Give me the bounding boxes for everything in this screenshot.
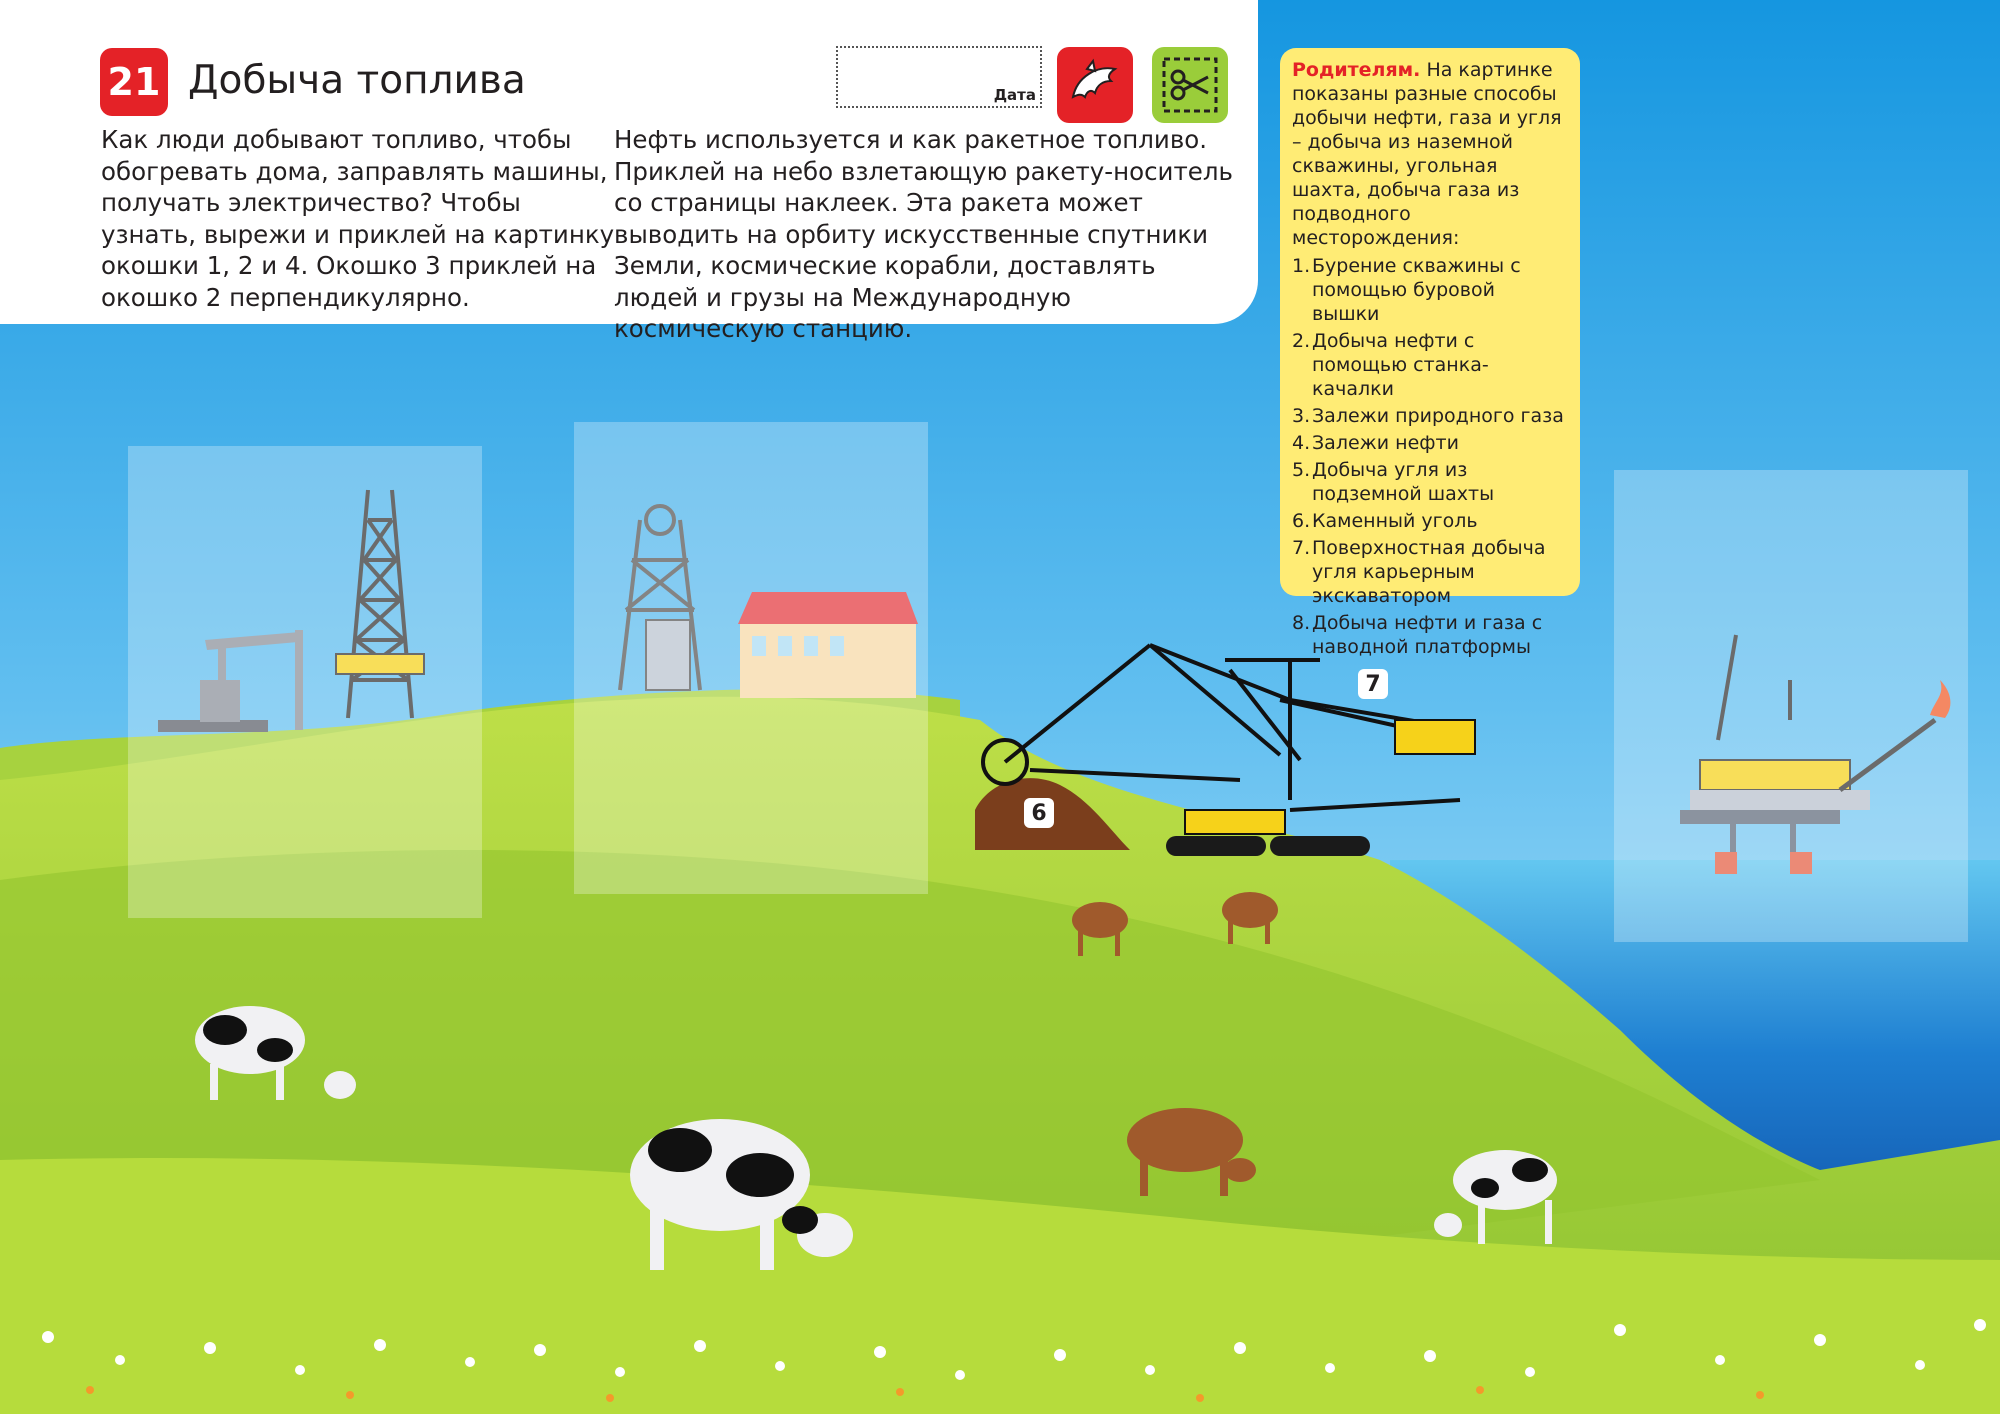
list-item: 1. Бурение скважины с помощью буровой вышки — [1292, 255, 1521, 325]
cutout-window-4[interactable] — [1614, 470, 1968, 942]
list-item: 2. Добыча нефти с помощью станка-качалки — [1292, 330, 1489, 400]
excavator-base — [1185, 810, 1285, 834]
parents-note-list — [1292, 254, 1568, 659]
excavator-tracks-right — [1270, 836, 1370, 856]
page-title: Добыча топлива — [188, 58, 526, 103]
parents-note-intro-text: На картинке показаны разные способы добычи нефти, газа и угля – добыча из наземной скважины, угольная шахта, добыча газа из подводного месторождения: — [1292, 59, 1562, 249]
parents-note — [1280, 48, 1580, 658]
scissors-cut-icon — [1152, 47, 1228, 123]
list-item: 7. Поверхностная добыча угля карьерным экскаватором — [1292, 537, 1546, 607]
list-item: 8. Добыча нефти и газа с наводной платформы — [1292, 612, 1543, 658]
excavator-cab — [1395, 720, 1475, 754]
list-item: 6. Каменный уголь — [1292, 510, 1478, 532]
header-card — [0, 0, 1258, 343]
date-label: Дата — [993, 86, 1036, 104]
list-item: 5. Добыча угля из подземной шахты — [1292, 459, 1495, 505]
cutout-window-2[interactable] — [574, 422, 928, 894]
list-item: 3. Залежи природного газа — [1292, 405, 1564, 427]
list-item: 4. Залежи нефти — [1292, 432, 1459, 454]
intro-left-text: Как люди добывают топливо, чтобы обогревать дома, заправлять машины, получать электричество? Чтобы узнать, вырежи и приклей на картинку окошки 1, 2 и 4. Окошко 3 приклей на окошко 2 перпендикулярно. — [101, 125, 615, 312]
excavator-label-tag: 7 — [1358, 669, 1388, 699]
page-number-badge: 21 — [100, 48, 168, 116]
sticker-dolphin-icon — [1057, 47, 1133, 123]
parents-note-intro — [1292, 58, 1568, 250]
excavator-tracks-left — [1166, 836, 1266, 856]
intro-right-text: Нефть используется и как ракетное топливо. Приклей на небо взлетающую ракету-носитель со страницы наклеек. Эта ракета может выводить на орбиту искусственные спутники Земли, космические корабли, доставлять людей и грузы на Международную космическую станцию. — [614, 125, 1233, 343]
parents-note-heading: Родителям. — [1292, 59, 1421, 81]
coal-label-tag: 6 — [1024, 798, 1054, 828]
cutout-window-1[interactable] — [128, 446, 482, 918]
date-field[interactable] — [836, 46, 1042, 108]
